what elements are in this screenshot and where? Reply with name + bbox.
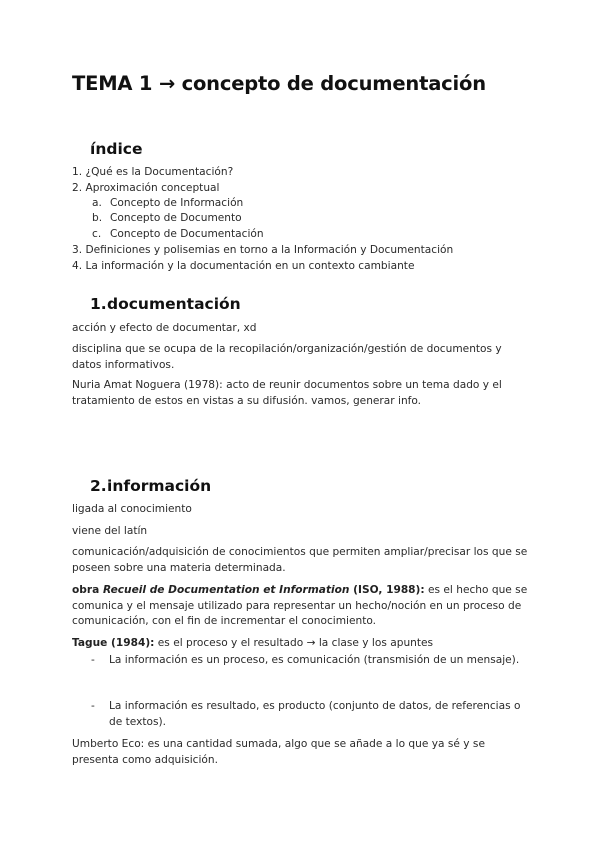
section-2-tague bbox=[72, 636, 532, 652]
index-subitem-b-letter: b. bbox=[92, 212, 103, 224]
index-item-4: 4. La información y la documentación en un contexto cambiante bbox=[72, 260, 415, 272]
index-subitem-c-letter: c. bbox=[92, 228, 102, 240]
section-1-heading bbox=[90, 295, 241, 313]
index-subitem-b-label: Concepto de Documento bbox=[110, 212, 242, 224]
bullet-mark-2: - bbox=[91, 700, 95, 712]
section-2-paragraph-1: ligada al conocimiento bbox=[72, 503, 192, 515]
section-2-heading bbox=[90, 477, 211, 495]
index-subitem-b bbox=[92, 211, 242, 227]
index-subitem-c-label: Concepto de Documentación bbox=[110, 228, 264, 240]
section-2-number: 2. bbox=[90, 477, 107, 495]
iso-definition: es el hecho que se comunica y el mensaje utilizado para representar un hecho/noción en un proceso de comunicación, con el fin de incrementar el conocimiento. bbox=[72, 584, 528, 627]
section-2-paragraph-2: viene del latín bbox=[72, 525, 148, 537]
section-1-paragraph-3: Nuria Amat Noguera (1978): acto de reunir documentos sobre un tema dado y el tratamiento de estos en vistas a su difusión. vamos, generar info. bbox=[72, 379, 502, 407]
section-2-paragraph-4 bbox=[72, 583, 532, 630]
tague-note: → la clase y los apuntes bbox=[303, 637, 434, 649]
index-subitem-a-label: Concepto de Información bbox=[110, 197, 244, 209]
section-2-title: información bbox=[107, 477, 212, 495]
section-1-title: documentación bbox=[107, 295, 241, 313]
index-subitem-c bbox=[92, 227, 264, 243]
section-1-number: 1. bbox=[90, 295, 107, 313]
iso-source-title: Recueil de Documentation et Information bbox=[102, 584, 350, 596]
index-subitem-a bbox=[92, 196, 243, 212]
iso-source-year: (ISO, 1988): bbox=[349, 584, 425, 596]
index-subitem-a-letter: a. bbox=[92, 197, 102, 209]
index-heading: índice bbox=[90, 140, 143, 158]
bullet-item-2: La información es resultado, es producto (conjunto de datos, de referencias o de textos). bbox=[109, 700, 521, 728]
index-item-2: 2. Aproximación conceptual bbox=[72, 182, 220, 194]
index-item-1: 1. ¿Qué es la Documentación? bbox=[72, 166, 234, 178]
section-2-paragraph-5: Umberto Eco: es una cantidad sumada, algo que se añade a lo que ya sé y se presenta como adquisición. bbox=[72, 738, 485, 766]
page-title: TEMA 1 → concepto de documentación bbox=[72, 72, 486, 95]
bullet-mark-1: - bbox=[91, 654, 95, 666]
section-1-paragraph-2: disciplina que se ocupa de la recopilación/organización/gestión de documentos y datos informativos. bbox=[72, 343, 502, 371]
tague-source: Tague (1984): bbox=[72, 637, 155, 649]
index-item-3: 3. Definiciones y polisemias en torno a la Información y Documentación bbox=[72, 244, 454, 256]
section-1-paragraph-1: acción y efecto de documentar, xd bbox=[72, 322, 257, 334]
iso-source-prefix: obra bbox=[72, 584, 103, 596]
section-2-paragraph-3: comunicación/adquisición de conocimientos que permiten ampliar/precisar los que se poseen sobre una materia determinada. bbox=[72, 546, 528, 574]
tague-definition: es el proceso y el resultado bbox=[154, 637, 304, 649]
bullet-item-1: La información es un proceso, es comunicación (transmisión de un mensaje). bbox=[109, 654, 520, 666]
